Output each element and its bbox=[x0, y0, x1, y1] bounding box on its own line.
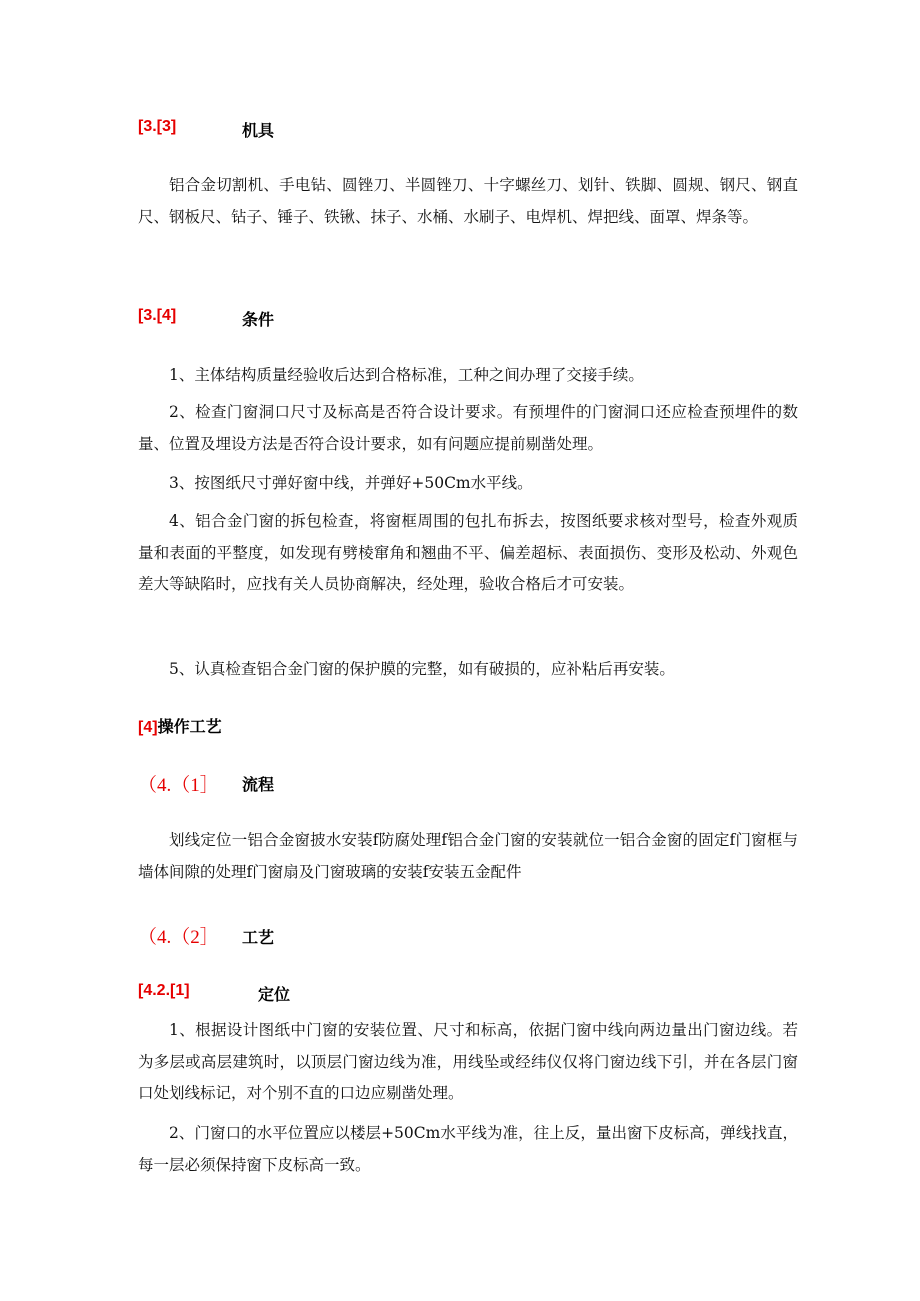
section-heading-positioning bbox=[138, 982, 190, 1000]
section-heading-conditions bbox=[138, 307, 176, 325]
section-number: （4.（1］ bbox=[138, 775, 219, 796]
section-heading-tools bbox=[138, 118, 176, 136]
tools-paragraph: 铝合金切割机、手电钻、圆锉刀、半圆锉刀、十字螺丝刀、划针、铁脚、圆规、钢尺、钢直尺、钢板尺、钻子、锤子、铁锹、抹子、水桶、水刷子、电焊机、焊把线、面罩、焊条等。 bbox=[138, 176, 798, 226]
condition-item-5: 5、认真检查铝合金门窗的保护膜的完整，如有破损的，应补粘后再安装。 bbox=[169, 660, 675, 678]
section-heading-flow bbox=[138, 770, 219, 797]
section-number: [3.[3] bbox=[138, 118, 177, 135]
section-number: [4] bbox=[138, 719, 158, 736]
section-number: [3.[4] bbox=[138, 307, 177, 324]
section-heading-operation bbox=[138, 714, 222, 737]
condition-item-1: 1、主体结构质量经验收后达到合格标准，工种之间办理了交接手续。 bbox=[169, 366, 644, 384]
positioning-item-1: 1、根据设计图纸中门窗的安装位置、尺寸和标高，依据门窗中线向两边量出门窗边线。若为多层或高层建筑时，以顶层门窗边线为准，用线坠或经纬仪仅将门窗边线下引，并在各层门窗口处划线标记，对个别不直的口边应剔凿处理。 bbox=[138, 1021, 798, 1102]
section-title: 操作工艺 bbox=[157, 719, 222, 736]
condition-item-2: 2、检查门窗洞口尺寸及标高是否符合设计要求。有预埋件的门窗洞口还应检查预埋件的数量、位置及埋设方法是否符合设计要求，如有问题应提前剔凿处理。 bbox=[138, 403, 798, 453]
positioning-item-2: 2、门窗口的水平位置应以楼层+50Cm水平线为准，往上反，量出窗下皮标高，弹线找直，每一层必须保持窗下皮标高一致。 bbox=[138, 1124, 798, 1174]
section-title: 定位 bbox=[258, 987, 291, 1004]
section-number: （4.（2］ bbox=[138, 927, 219, 948]
section-number: [4.2.[1] bbox=[138, 982, 190, 999]
condition-item-4: 4、铝合金门窗的拆包检查，将窗框周围的包扎布拆去，按图纸要求核对型号，检查外观质量和表面的平整度，如发现有劈棱窜角和翘曲不平、偏差超标、表面损伤、变形及松动、外观色差大等缺陷时，应找有关人员协商解决，经处理，验收合格后才可安装。 bbox=[138, 512, 798, 593]
section-title: 机具 bbox=[242, 123, 275, 140]
section-title: 条件 bbox=[242, 312, 275, 329]
section-title: 工艺 bbox=[242, 930, 275, 947]
condition-item-3: 3、按图纸尺寸弹好窗中线，并弹好+50Cm水平线。 bbox=[169, 474, 533, 492]
flow-paragraph: 划线定位一铝合金窗披水安装f防腐处理f铝合金门窗的安装就位一铝合金窗的固定f门窗框与墙体间隙的处理f门窗扇及门窗玻璃的安装f安装五金配件 bbox=[138, 831, 798, 881]
section-title: 流程 bbox=[242, 777, 275, 794]
section-heading-process bbox=[138, 922, 219, 949]
